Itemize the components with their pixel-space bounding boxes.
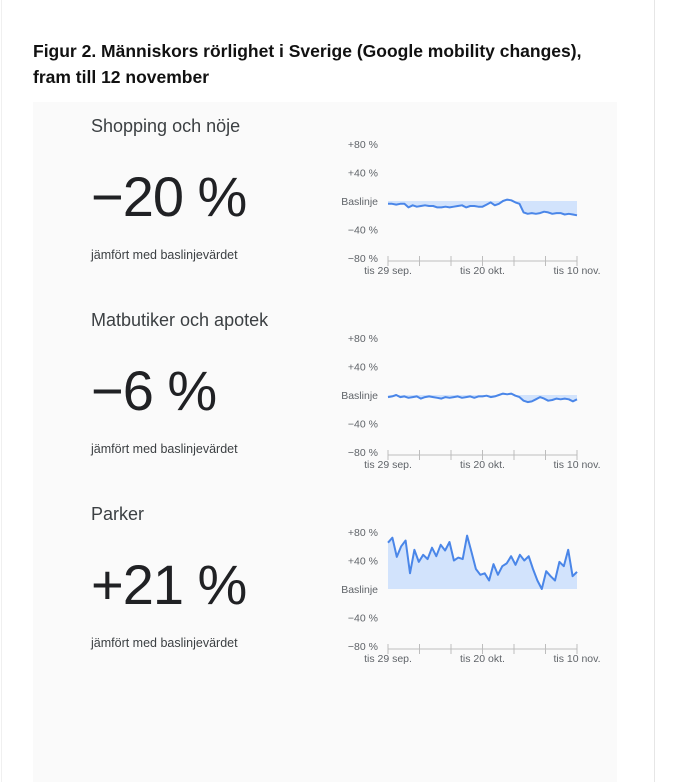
- y-tick-label: +40 %: [347, 361, 378, 374]
- y-tick-label: +80 %: [347, 527, 378, 539]
- x-tick-label: tis 29 sep.: [364, 653, 412, 665]
- category-title: Shopping och nöje: [91, 116, 241, 136]
- x-tick-label: tis 10 nov.: [553, 265, 601, 277]
- y-tick-label: +80 %: [347, 139, 378, 151]
- x-tick-label: tis 29 sep.: [364, 265, 412, 277]
- y-tick-label: Baslinje: [341, 390, 378, 402]
- section-parks: [33, 490, 617, 684]
- x-tick-label: tis 10 nov.: [553, 459, 601, 471]
- mobility-panel: [33, 102, 617, 782]
- y-tick-label: −80 %: [347, 447, 378, 459]
- compare-text: jämfört med baslinjevärdet: [91, 442, 238, 456]
- parks-chart: [323, 520, 623, 670]
- category-title: Matbutiker och apotek: [91, 310, 269, 330]
- right-border-line: [654, 0, 655, 782]
- compare-text: jämfört med baslinjevärdet: [91, 248, 238, 262]
- y-tick-label: −40 %: [347, 612, 378, 625]
- y-tick-label: −40 %: [347, 418, 378, 431]
- y-tick-label: −40 %: [347, 224, 378, 237]
- shopping-chart: [323, 132, 623, 282]
- y-tick-label: −80 %: [347, 253, 378, 265]
- deviation-area: [388, 536, 577, 589]
- compare-text: jämfört med baslinjevärdet: [91, 636, 238, 650]
- y-tick-label: +80 %: [347, 333, 378, 345]
- category-title: Parker: [91, 504, 145, 524]
- x-tick-label: tis 29 sep.: [364, 459, 412, 471]
- grocery-chart: [323, 326, 623, 476]
- headline-value: +21 %: [91, 553, 247, 616]
- x-tick-label: tis 20 okt.: [460, 459, 505, 471]
- x-tick-label: tis 10 nov.: [553, 653, 601, 665]
- y-tick-label: +40 %: [347, 555, 378, 568]
- y-tick-label: Baslinje: [341, 584, 378, 596]
- y-tick-label: −80 %: [347, 641, 378, 653]
- x-tick-label: tis 20 okt.: [460, 653, 505, 665]
- figure-title: Figur 2. Människors rörlighet i Sverige (Google mobility changes), fram till 12 november: [33, 41, 582, 87]
- left-border-line: [1, 0, 2, 782]
- x-tick-label: tis 20 okt.: [460, 265, 505, 277]
- headline-value: −6 %: [91, 359, 217, 422]
- y-tick-label: +40 %: [347, 167, 378, 180]
- headline-value: −20 %: [91, 165, 247, 228]
- section-grocery: [33, 296, 617, 490]
- section-shopping: [33, 102, 617, 296]
- y-tick-label: Baslinje: [341, 196, 378, 208]
